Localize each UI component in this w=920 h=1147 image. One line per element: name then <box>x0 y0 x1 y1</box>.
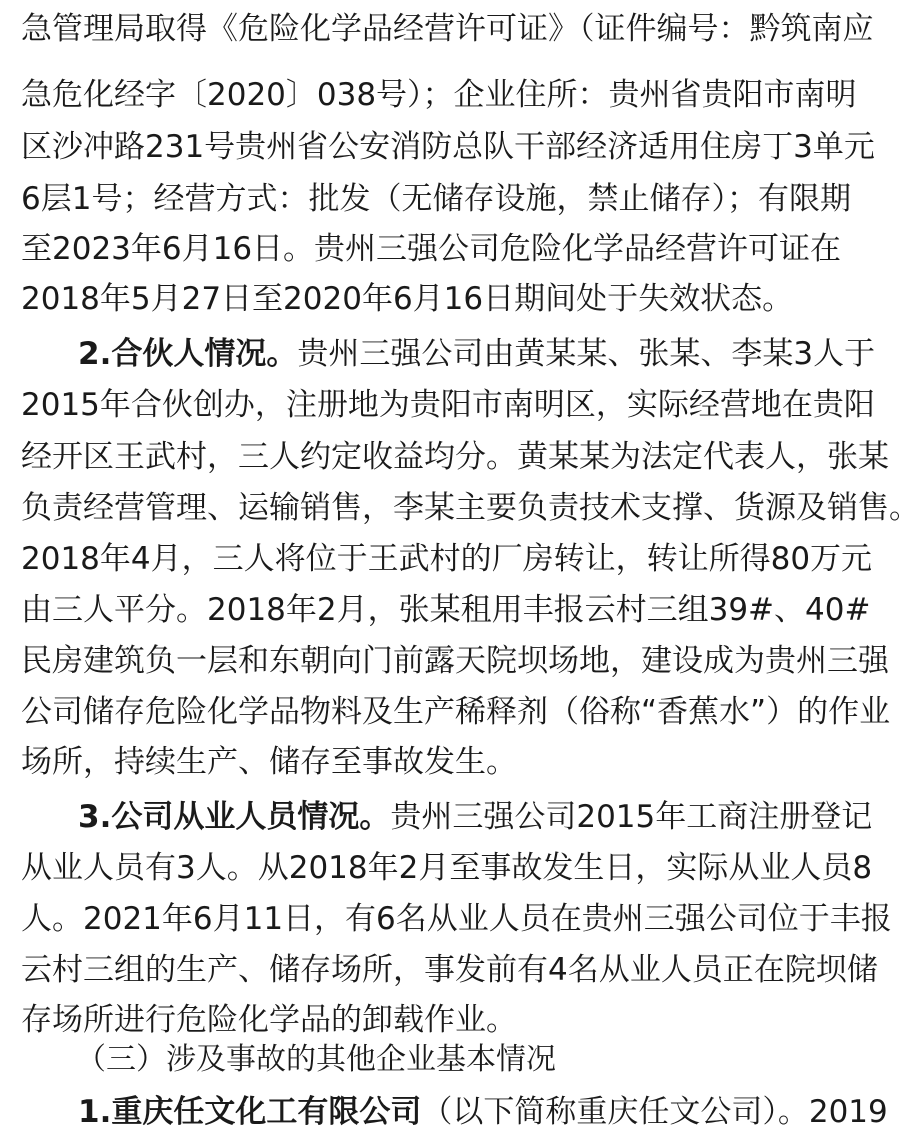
section-3-heading: 3.公司从业人员情况。 <box>78 799 391 835</box>
text-line: 公司储存危险化学品物料及生产稀释剂（俗称“香蕉水”）的作业 <box>21 694 891 730</box>
text-line: 2018年5月27日至2020年6月16日期间处于失效状态。 <box>21 281 794 317</box>
text-line: 人。2021年6月11日，有6名从业人员在贵州三强公司位于丰报 <box>21 901 892 937</box>
text-line: 负责经营管理、运输销售，李某主要负责技术支撑、货源及销售。 <box>21 490 920 526</box>
section-3-first-line-text: 贵州三强公司2015年工商注册登记 <box>390 799 873 835</box>
subheading: （三）涉及事故的其他企业基本情况 <box>76 1042 556 1077</box>
section-2-heading: 2.合伙人情况。 <box>78 336 298 372</box>
section-4-first-line-text: （以下简称重庆任文公司）。2019 <box>421 1094 888 1130</box>
text-line: 6层1号；经营方式：批发（无储存设施，禁止储存）；有限期 <box>21 181 851 217</box>
text-line: 场所，持续生产、储存至事故发生。 <box>21 744 517 780</box>
text-line: 经开区王武村，三人约定收益均分。黄某某为法定代表人，张某 <box>21 439 889 475</box>
section-3-first-line <box>78 796 873 838</box>
text-line: 民房建筑负一层和东朝向门前露天院坝场地，建设成为贵州三强 <box>21 643 889 679</box>
text-line: 2018年4月，三人将位于王武村的厂房转让，转让所得80万元 <box>21 541 873 577</box>
section-4-heading: 1.重庆任文化工有限公司 <box>78 1094 422 1130</box>
text-line: 存场所进行危险化学品的卸载作业。 <box>21 1002 517 1038</box>
text-line: 急管理局取得《危险化学品经营许可证》（证件编号：黔筑南应 <box>21 11 874 47</box>
text-line: 由三人平分。2018年2月，张某租用丰报云村三组39#、40# <box>21 592 871 628</box>
text-line: 云村三组的生产、储存场所，事发前有4名从业人员正在院坝储 <box>21 952 878 988</box>
section-2-first-line-text: 贵州三强公司由黄某某、张某、李某3人于 <box>297 336 876 372</box>
section-2-first-line <box>78 333 876 375</box>
text-line: 至2023年6月16日。贵州三强公司危险化学品经营许可证在 <box>21 231 842 267</box>
text-line: 急危化经字〔2020〕038号）；企业住所：贵州省贵阳市南明 <box>21 77 857 113</box>
text-line: 2015年合伙创办，注册地为贵阳市南明区，实际经营地在贵阳 <box>21 387 875 423</box>
text-line: 从业人员有3人。从2018年2月至事故发生日，实际从业人员8 <box>21 850 873 886</box>
section-4-first-line <box>78 1091 888 1133</box>
text-line: 区沙冲路231号贵州省公安消防总队干部经济适用住房丁3单元 <box>21 129 875 165</box>
